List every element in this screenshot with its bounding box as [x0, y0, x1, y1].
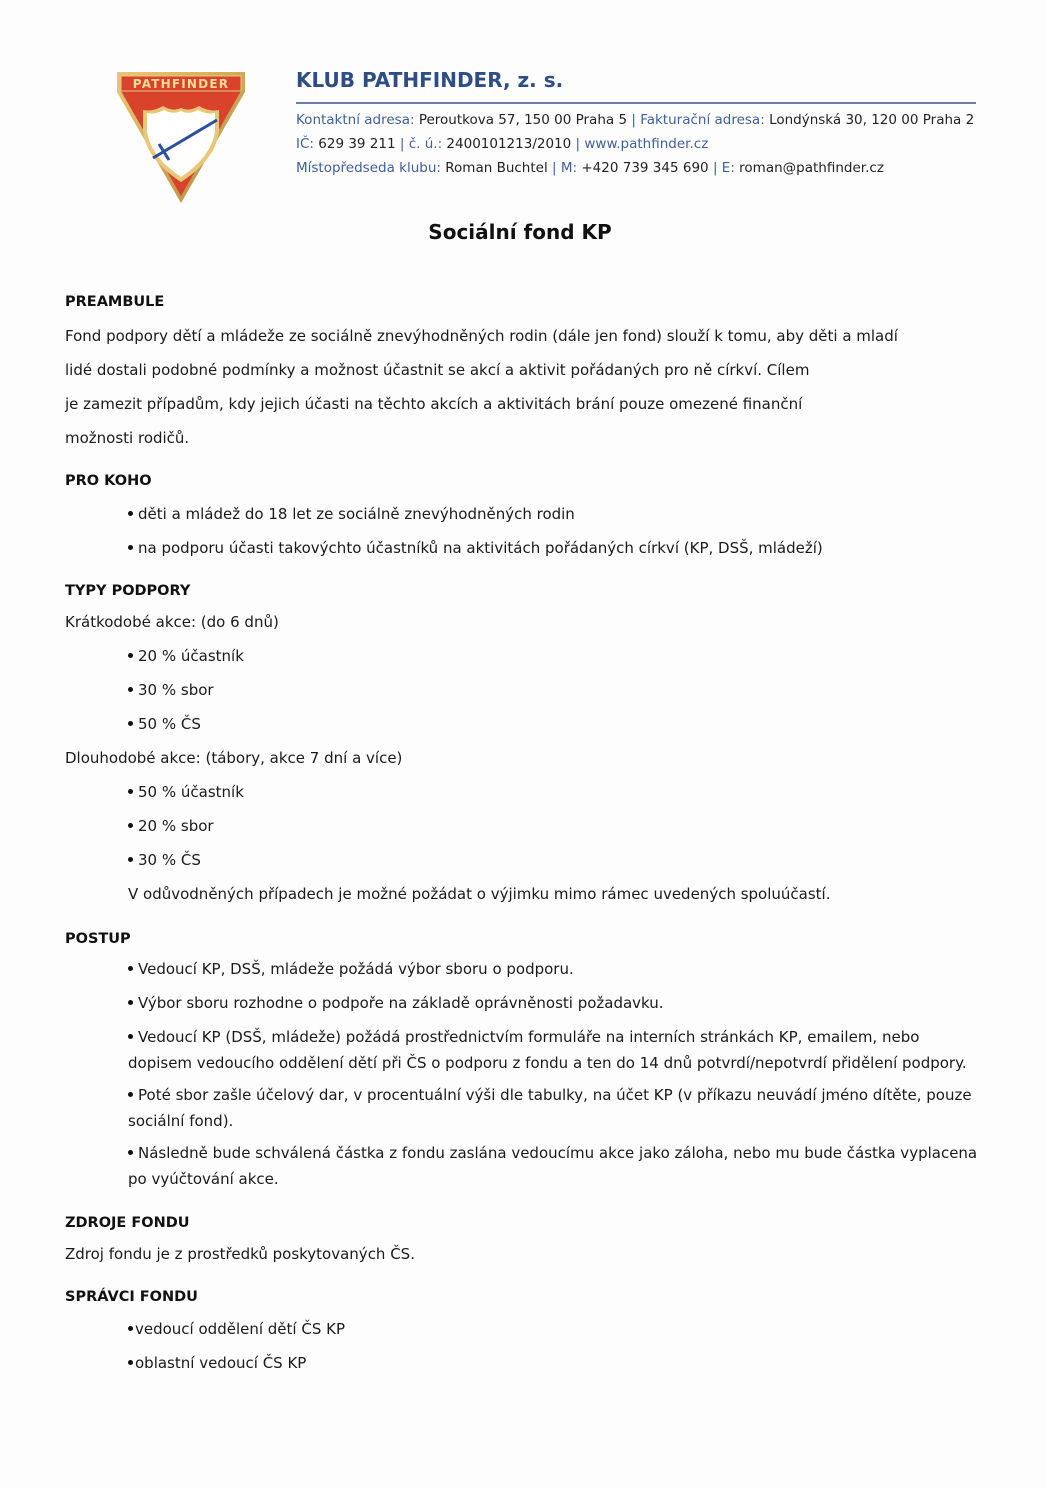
bullet-icon: [128, 721, 133, 726]
long-term-label: Dlouhodobé akce: (tábory, akce 7 dní a více): [65, 749, 403, 767]
list-item-text: Výbor sboru rozhodne o podpoře na základě oprávněnosti požadavku.: [138, 994, 664, 1012]
ic-value: 629 39 211: [318, 136, 396, 152]
separator: |: [399, 136, 405, 152]
vice-chair-label: Místopředseda klubu:: [296, 160, 441, 176]
list-item: [128, 505, 575, 523]
list-item-text: 20 % sbor: [138, 817, 214, 835]
separator: |: [552, 160, 557, 176]
paragraph-line: Fond podpory dětí a mládeže ze sociálně znevýhodněných rodin (dále jen fond) slouží k tomu, aby děti a mladí: [65, 327, 898, 345]
bullet-icon: [128, 653, 133, 658]
header-address-line: [296, 112, 974, 128]
list-item: [128, 1354, 306, 1372]
bullet-icon: [128, 823, 133, 828]
list-item: [128, 851, 201, 869]
short-term-label: Krátkodobé akce: (do 6 dnů): [65, 613, 279, 631]
bullet-icon: [128, 545, 133, 550]
list-item-text: 20 % účastník: [138, 647, 244, 665]
list-item: [128, 539, 823, 557]
bullet-icon: [128, 1326, 133, 1331]
list-item: [128, 1082, 978, 1134]
list-item-text: Vedoucí KP (DSŠ, mládeže) požádá prostřednictvím formuláře na interních stránkách KP, emailem, nebo dopisem vedoucího oddělení dětí při ČS o podporu z fondu a ten do 14 dnů potvrdí/nepotvrdí přidělení podpory.: [128, 1028, 967, 1072]
list-item: [128, 994, 664, 1012]
section-heading-typy-podpory: TYPY PODPORY: [65, 583, 191, 599]
list-item: [128, 817, 214, 835]
list-item-text: vedoucí oddělení dětí ČS KP: [135, 1320, 345, 1338]
phone-value: +420 739 345 690: [581, 160, 709, 176]
vice-chair-value: Roman Buchtel: [445, 160, 548, 176]
website-link[interactable]: www.pathfinder.cz: [584, 136, 709, 152]
list-item-text: 30 % sbor: [138, 681, 214, 699]
bullet-icon: [128, 857, 133, 862]
list-item: [128, 715, 201, 733]
separator: |: [575, 136, 581, 152]
list-item: [128, 1320, 345, 1338]
list-item: [128, 783, 244, 801]
bullet-icon: [128, 1150, 133, 1155]
account-label: č. ú.:: [408, 136, 443, 152]
section-heading-spravci-fondu: SPRÁVCI FONDU: [65, 1289, 198, 1305]
list-item-text: děti a mládež do 18 let ze sociálně znevýhodněných rodin: [138, 505, 575, 523]
list-item: [128, 960, 574, 978]
list-item: [128, 1024, 978, 1076]
section-heading-preambule: PREAMBULE: [65, 294, 165, 310]
document-title: Sociální fond KP: [428, 220, 612, 244]
paragraph-line: je zamezit případům, kdy jejich účasti na těchto akcích a aktivitách brání pouze omezené finanční: [65, 395, 803, 413]
phone-label: M:: [560, 160, 578, 176]
list-item-text: Vedoucí KP, DSŠ, mládeže požádá výbor sboru o podporu.: [138, 960, 574, 978]
list-item-text: na podporu účasti takovýchto účastníků na aktivitách pořádaných církví (KP, DSŠ, mládeží): [138, 539, 823, 557]
account-value: 2400101213/2010: [446, 136, 572, 152]
list-item-text: oblastní vedoucí ČS KP: [135, 1354, 307, 1372]
logo-text: PATHFINDER: [132, 77, 230, 91]
separator: |: [631, 112, 636, 128]
list-item-text: 50 % účastník: [138, 783, 244, 801]
exception-note: V odůvodněných případech je možné požádat o výjimku mimo rámec uvedených spoluúčastí.: [128, 885, 831, 903]
bullet-icon: [128, 789, 133, 794]
list-item: [128, 681, 214, 699]
billing-address-label: Fakturační adresa:: [640, 112, 765, 128]
list-item-text: Následně bude schválená částka z fondu zaslána vedoucímu akce jako záloha, nebo mu bude částka vyplacena po vyúčtování akce.: [128, 1144, 978, 1188]
bullet-icon: [128, 1092, 133, 1097]
bullet-icon: [128, 511, 133, 516]
section-heading-postup: POSTUP: [65, 931, 131, 947]
contact-address-label: Kontaktní adresa:: [296, 112, 415, 128]
bullet-icon: [128, 1034, 133, 1039]
list-item: [128, 647, 244, 665]
separator: |: [712, 160, 718, 176]
bullet-icon: [128, 1000, 133, 1005]
email-value[interactable]: roman@pathfinder.cz: [739, 160, 884, 176]
list-item-text: 50 % ČS: [138, 715, 201, 733]
header-divider: [296, 102, 976, 104]
billing-address-value: Londýnská 30, 120 00 Praha 2: [769, 112, 975, 128]
zdroje-text: Zdroj fondu je z prostředků poskytovaných ČS.: [65, 1245, 415, 1263]
pathfinder-emblem-icon: [115, 70, 247, 204]
bullet-icon: [128, 687, 133, 692]
bullet-icon: [128, 1360, 133, 1365]
list-item-text: 30 % ČS: [138, 851, 201, 869]
list-item-text: Poté sbor zašle účelový dar, v procentuální výši dle tabulky, na účet KP (v příkazu neuvádí jméno dítěte, pouze sociální fond).: [128, 1086, 972, 1130]
contact-address-value: Peroutkova 57, 150 00 Praha 5: [418, 112, 628, 128]
header-contact-line: [296, 160, 884, 176]
list-item: [128, 1140, 978, 1192]
section-heading-zdroje-fondu: ZDROJE FONDU: [65, 1215, 190, 1231]
email-label: E:: [721, 160, 735, 176]
pathfinder-logo: [115, 70, 247, 204]
paragraph-line: možnosti rodičů.: [65, 429, 190, 447]
bullet-icon: [128, 966, 133, 971]
header-ids-line: [296, 136, 708, 152]
ic-label: IČ:: [296, 136, 314, 152]
org-name: KLUB PATHFINDER, z. s.: [296, 68, 564, 92]
paragraph-line: lidé dostali podobné podmínky a možnost účastnit se akcí a aktivit pořádaných pro ně církví. Cílem: [65, 361, 810, 379]
section-heading-pro-koho: PRO KOHO: [65, 473, 152, 489]
